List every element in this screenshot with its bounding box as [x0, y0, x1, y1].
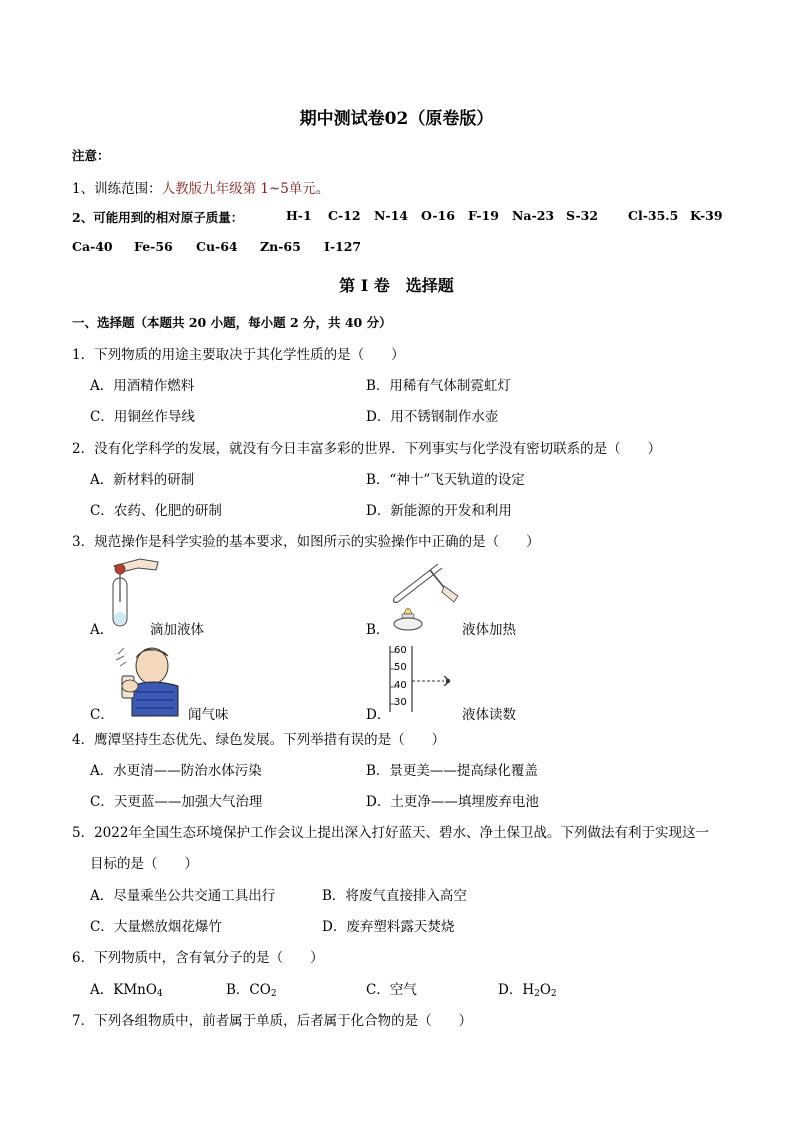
question-3-option-a-caption: 滴加液体 — [150, 622, 204, 638]
question-6-option-a-text: A．KMnO — [90, 982, 157, 998]
atomic-mass-f: F-19 — [468, 208, 499, 223]
notice-range: 人教版九年级第 1~5单元 — [161, 181, 316, 197]
atomic-mass-zn: Zn-65 — [260, 239, 301, 254]
atomic-mass-cl: Cl-35.5 — [628, 208, 679, 223]
atomic-mass-k: K-39 — [690, 208, 723, 223]
question-6-option-d-subscript-1: 2 — [534, 989, 540, 999]
question-4-option-b: B．景更美——提高绿化覆盖 — [366, 763, 538, 779]
question-3-stem: 3．规范操作是科学实验的基本要求，如图所示的实验操作中正确的是（ ） — [72, 534, 540, 550]
page-title: 期中测试卷02（原卷版） — [299, 109, 494, 129]
question-6-option-b-text: B．CO — [226, 982, 271, 998]
question-6-option-d-text-o: O — [539, 982, 551, 998]
atomic-mass-c: C-12 — [328, 208, 361, 223]
atomic-mass-i: I-127 — [324, 239, 362, 254]
question-2-option-a: A．新材料的研制 — [90, 472, 195, 488]
question-6-stem: 6．下列物质中，含有氧分子的是（ ） — [72, 950, 324, 966]
question-4-stem: 4．鹰潭坚持生态优先、绿色发展。下列举措有误的是（ ） — [72, 732, 446, 748]
question-6-option-d-subscript-2: 2 — [550, 989, 557, 999]
question-6-option-c: C．空气 — [366, 982, 417, 998]
question-1-option-b: B．用稀有气体制霓虹灯 — [366, 378, 511, 394]
atomic-mass-o: O-16 — [421, 208, 455, 223]
atomic-mass-n: N-14 — [374, 208, 409, 223]
question-3-option-d: D． — [366, 707, 391, 723]
part-1-heading: 一、选择题（本题共 20 小题，每小题 2 分，共 40 分） — [72, 315, 392, 330]
question-5-stem-line-2: 目标的是（ ） — [90, 856, 198, 872]
question-4-option-a: A．水更清——防治水体污染 — [90, 763, 262, 779]
cylinder-tick-40: 40 — [394, 680, 407, 691]
atomic-mass-fe: Fe-56 — [134, 239, 173, 254]
question-3-option-b: B． — [366, 622, 390, 638]
question-6-option-b — [226, 978, 277, 999]
question-1-option-d: D．用不锈钢制作水壶 — [366, 409, 499, 425]
question-3-option-c-caption: 闻气味 — [188, 707, 229, 723]
notice-line-1-prefix: 1、训练范围： — [72, 181, 162, 197]
smelling-gas-illustration — [112, 644, 184, 718]
question-1-option-c: C．用铜丝作导线 — [90, 409, 195, 425]
atomic-mass-ca: Ca-40 — [72, 239, 113, 254]
question-2-option-b: B．“神十”飞天轨道的设定 — [366, 472, 525, 488]
heating-test-tube-illustration — [384, 556, 464, 632]
atomic-mass-h: H-1 — [286, 208, 312, 223]
notice-line-1 — [72, 177, 329, 197]
question-1-option-a: A．用酒精作燃料 — [90, 378, 195, 394]
question-5-option-a: A．尽量乘坐公共交通工具出行 — [90, 888, 276, 904]
question-3-option-d-caption: 液体读数 — [462, 707, 516, 723]
question-5-option-c: C．大量燃放烟花爆竹 — [90, 919, 222, 935]
question-5-option-b: B．将废气直接排入高空 — [322, 888, 467, 904]
question-5-stem-line-1: 5．2022年全国生态环境保护工作会议上提出深入打好蓝天、碧水、净土保卫战。下列做法有利于实现这一 — [72, 825, 709, 841]
question-3-option-c: C． — [90, 707, 114, 723]
question-7-stem: 7．下列各组物质中，前者属于单质，后者属于化合物的是（ ） — [72, 1013, 473, 1029]
atomic-mass-cu: Cu-64 — [196, 239, 238, 254]
cylinder-tick-60: 60 — [394, 645, 407, 656]
atomic-mass-na: Na-23 — [512, 208, 555, 223]
question-2-stem: 2．没有化学科学的发展，就没有今日丰富多彩的世界．下列事实与化学没有密切联系的是（ ） — [72, 441, 662, 457]
question-2-option-d: D．新能源的开发和利用 — [366, 503, 512, 519]
notice-label: 注意： — [72, 148, 110, 163]
question-6-option-d — [498, 978, 557, 999]
notice-line-2-prefix: 2、可能用到的相对原子质量： — [72, 210, 244, 225]
cylinder-tick-30: 30 — [394, 697, 407, 708]
cylinder-tick-50: 50 — [394, 662, 407, 673]
question-2-option-c: C．农药、化肥的研制 — [90, 503, 222, 519]
section-title: 第 I 卷 选择题 — [339, 276, 454, 295]
question-3-option-b-caption: 液体加热 — [462, 622, 516, 638]
question-6-option-b-subscript: 2 — [270, 989, 277, 999]
question-6-option-d-text: D．H — [498, 982, 535, 998]
question-6-option-a-subscript: 4 — [156, 989, 163, 999]
notice-line-1-suffix: 。 — [315, 181, 330, 197]
question-6-option-a — [90, 978, 163, 999]
question-5-option-d: D．废弃塑料露天焚烧 — [322, 919, 455, 935]
question-1-stem: 1．下列物质的用途主要取决于其化学性质的是（ ） — [72, 347, 405, 363]
question-3-option-a: A． — [90, 622, 114, 638]
atomic-mass-s: S-32 — [566, 208, 599, 223]
question-4-option-d: D．土更净——填埋废弃电池 — [366, 794, 539, 810]
question-4-option-c: C．天更蓝——加强大气治理 — [90, 794, 263, 810]
